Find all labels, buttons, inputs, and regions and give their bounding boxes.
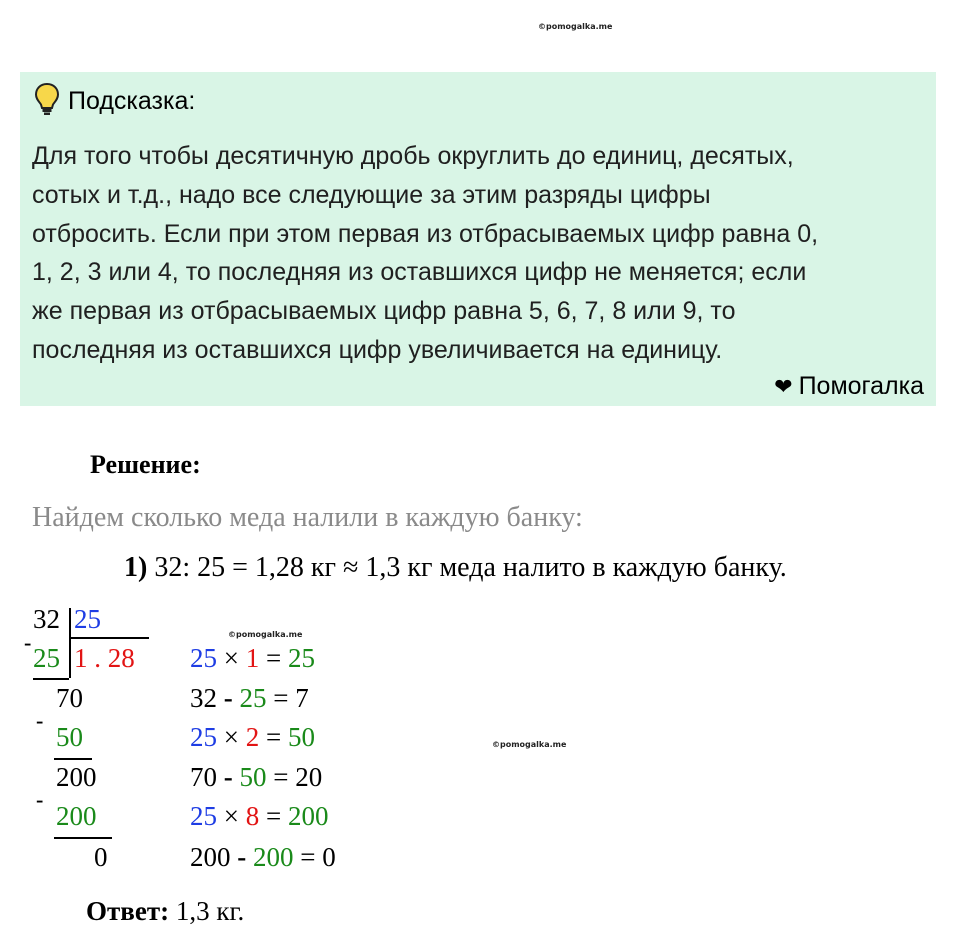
answer: [86, 896, 244, 927]
step-number: 1): [124, 552, 148, 583]
step-math: 32: 25 = 1,28 кг ≈ 1,3 кг: [154, 552, 433, 583]
divisor: 25: [74, 604, 101, 634]
heart-icon: ❤: [774, 374, 793, 399]
minus-sign: -: [24, 630, 32, 655]
subtrahend-1: 25: [33, 643, 60, 673]
solution-intro: Найдем сколько меда налили в каждую банку:: [32, 502, 583, 533]
hint-line: последняя из оставшихся цифр увеличивается на единицу.: [32, 336, 723, 364]
subtraction-line: [33, 678, 69, 680]
minus-sign: -: [36, 708, 44, 733]
hint-line: сотых и т.д., надо все следующие за этим разряды цифры: [32, 181, 711, 209]
divisor-underline: [69, 637, 149, 639]
subtrahend-3: 200: [56, 801, 97, 831]
calc-row: 70 - 50 = 20: [190, 762, 323, 792]
calc-row: 200 - 200 = 0: [190, 842, 336, 872]
watermark: ©pomogalka.me: [538, 22, 613, 31]
calc-row: 32 - 25 = 7: [190, 683, 309, 713]
solution-step: [124, 552, 787, 584]
remainder-3: 0: [94, 842, 108, 872]
answer-label: Ответ:: [86, 896, 170, 926]
minus-sign: -: [36, 787, 44, 812]
subtrahend-2: 50: [56, 722, 83, 752]
hint-title-text: Подсказка:: [68, 87, 196, 116]
answer-value: 1,3 кг.: [175, 896, 245, 926]
lightbulb-icon: [34, 82, 60, 123]
dividend: 32: [33, 604, 60, 634]
calc-row: 25 × 1 = 25: [190, 643, 315, 673]
watermark: ©pomogalka.me: [228, 630, 303, 639]
quotient: 1 . 28: [74, 643, 135, 673]
watermark: ©pomogalka.me: [492, 740, 567, 749]
remainder-2: 200: [56, 762, 97, 792]
signature-text: Помогалка: [798, 372, 924, 400]
remainder-1: 70: [56, 683, 83, 713]
hint-signature: [774, 372, 924, 401]
solution-heading: Решение:: [90, 450, 201, 479]
step-text: меда налито в каждую банку.: [439, 552, 787, 583]
calc-row: 25 × 2 = 50: [190, 722, 315, 752]
division-vertical-line: [69, 608, 71, 678]
hint-line: отбросить. Если при этом первая из отбрасываемых цифр равна 0,: [32, 220, 819, 248]
hint-line: 1, 2, 3 или 4, то последняя из оставшихся цифр не меняется; если: [32, 258, 807, 286]
calc-row: 25 × 8 = 200: [190, 801, 329, 831]
hint-title: [34, 82, 195, 123]
subtraction-line: [54, 758, 92, 760]
hint-line: Для того чтобы десятичную дробь округлить до единиц, десятых,: [32, 142, 794, 170]
subtraction-line: [54, 837, 112, 839]
hint-line: же первая из отбрасываемых цифр равна 5, 6, 7, 8 или 9, то: [32, 297, 736, 325]
